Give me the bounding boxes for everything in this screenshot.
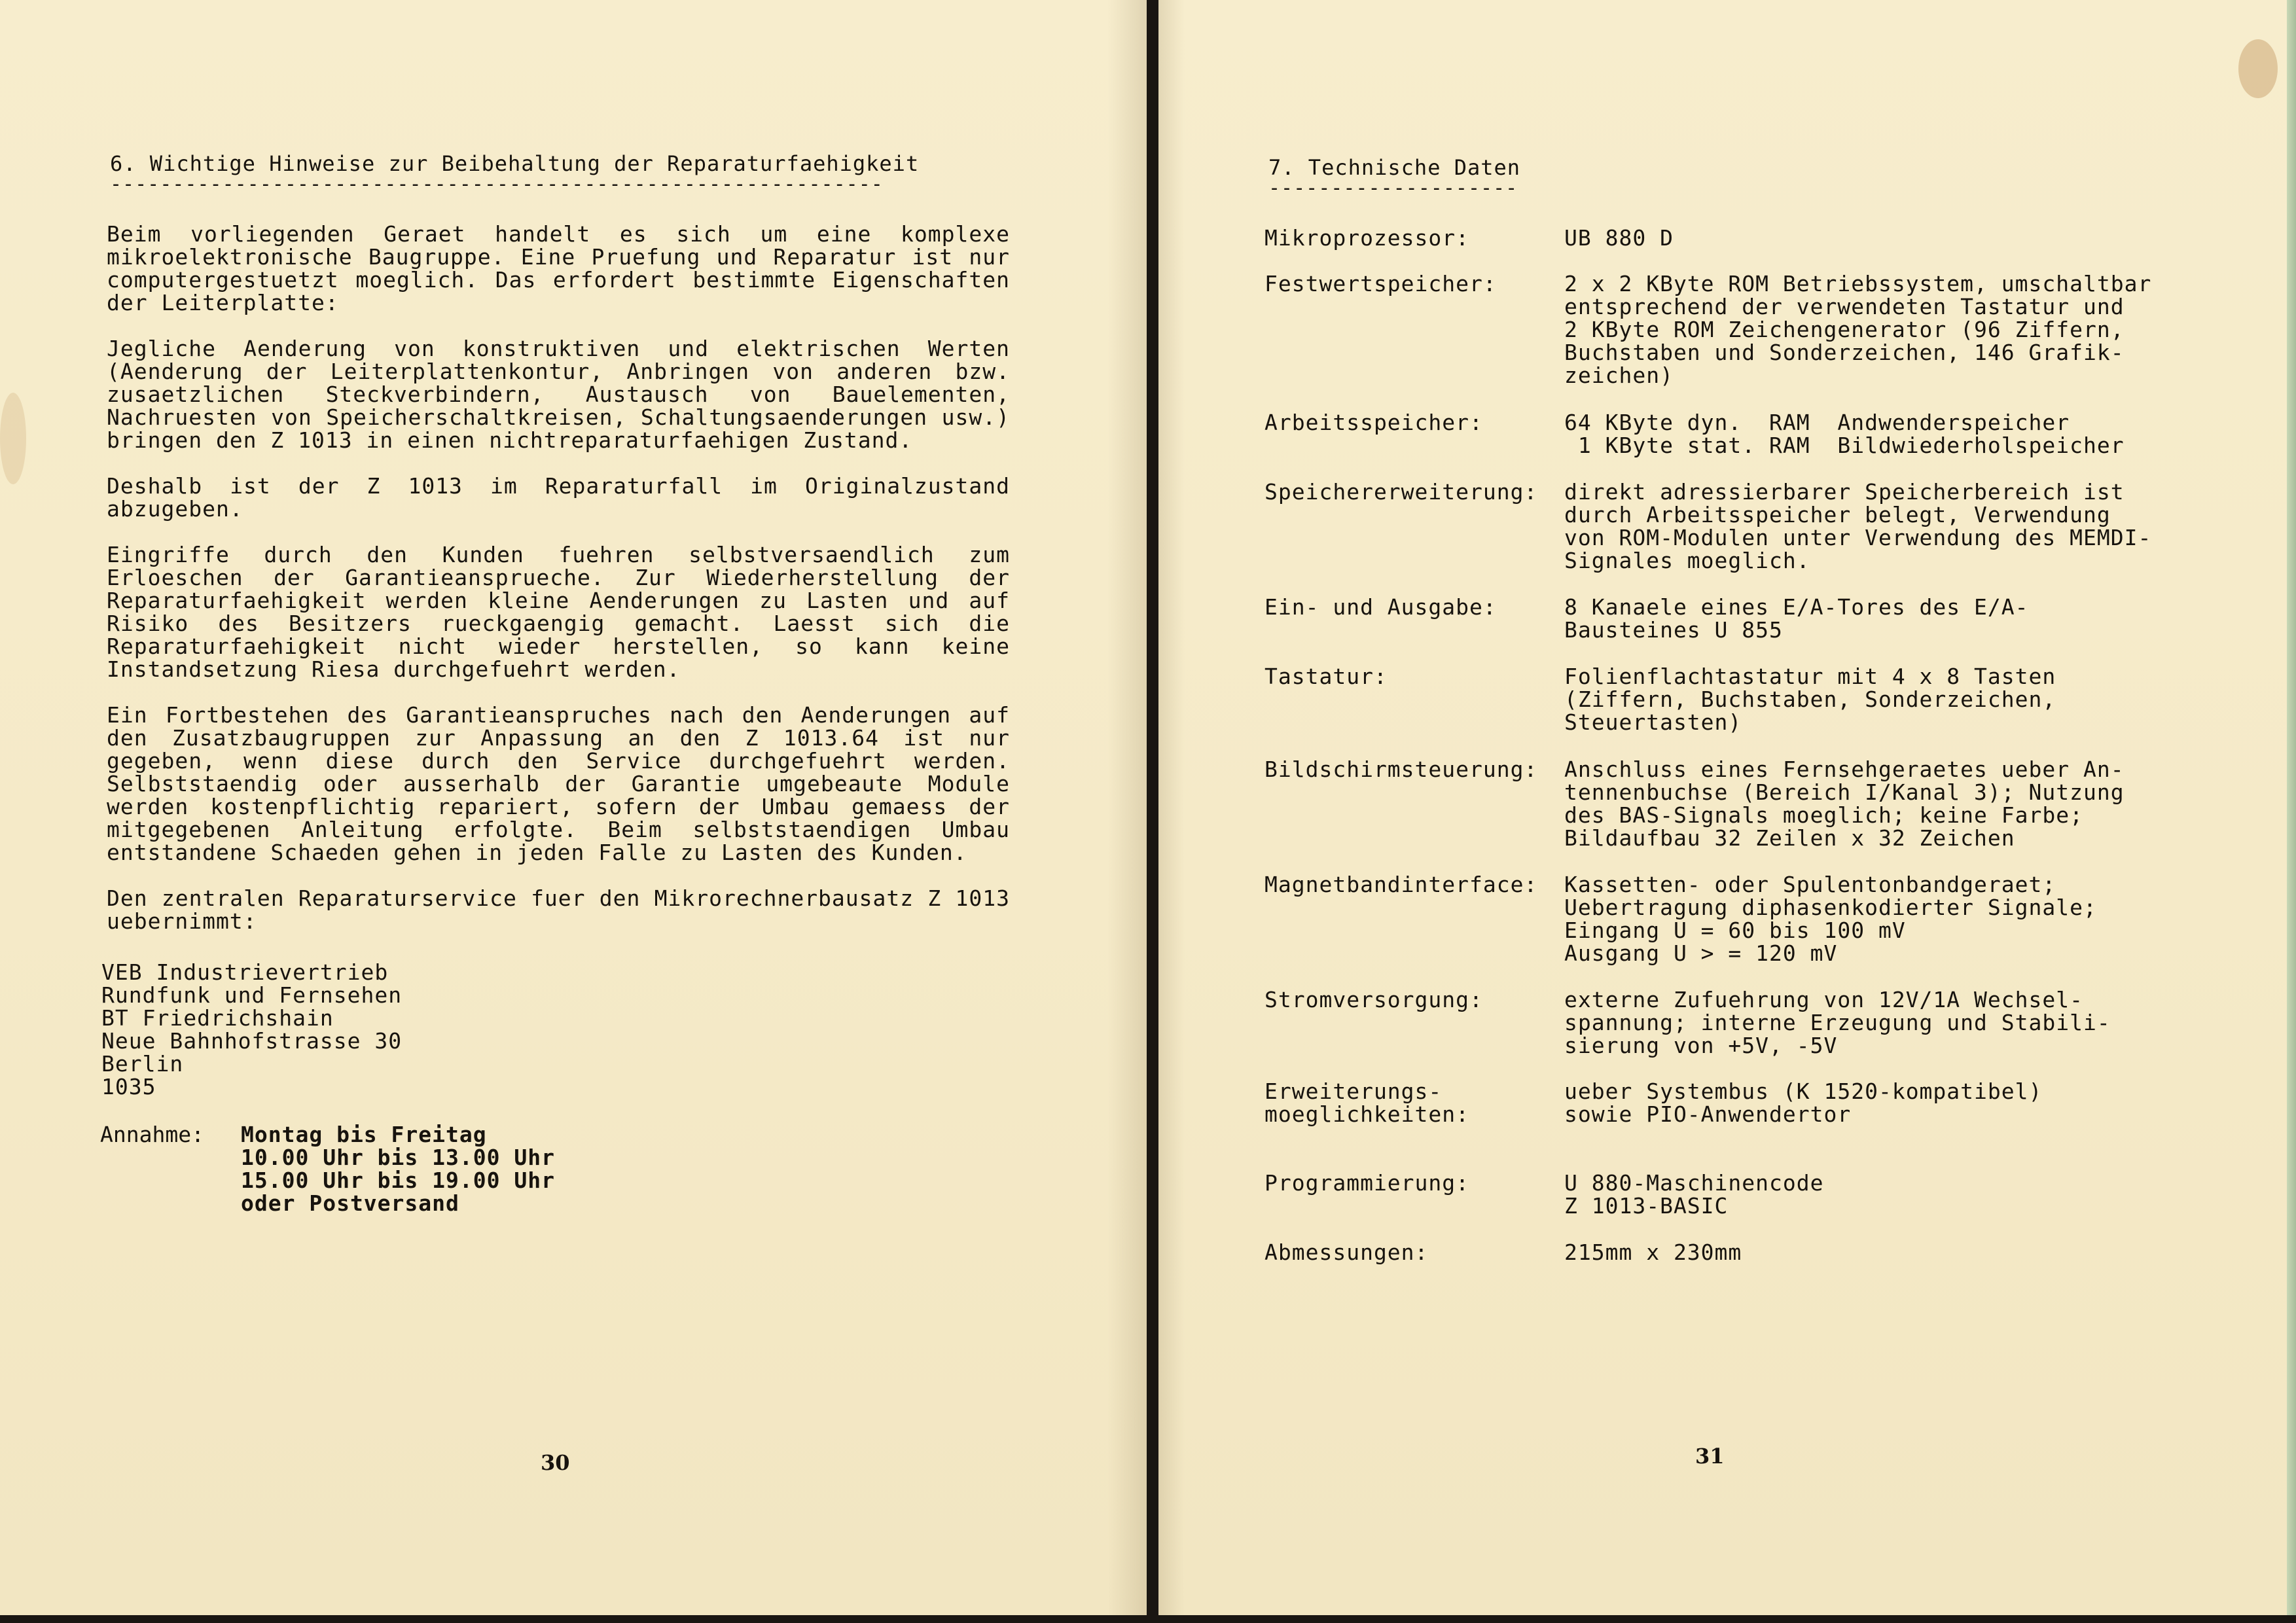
spec-value	[1564, 272, 2166, 387]
address-line: Rundfunk und Fernsehen	[101, 982, 403, 1008]
spec-label: Speichererweiterung:	[1265, 479, 1538, 505]
address-line: Berlin	[101, 1051, 184, 1077]
spec-value-line: durch Arbeitsspeicher belegt, Verwendung	[1564, 502, 2111, 527]
spec-value-line: (Ziffern, Buchstaben, Sonderzeichen,	[1564, 687, 2056, 712]
gutter-shadow	[1158, 0, 1185, 1615]
spec-value	[1564, 596, 2166, 641]
spec-value	[1564, 226, 2166, 249]
spec-label: Festwertspeicher:	[1265, 271, 1497, 296]
spec-value-line: entsprechend der verwendeten Tastatur und	[1564, 294, 2125, 319]
spec-label: Mikroprozessor:	[1265, 225, 1470, 251]
spec-value	[1564, 665, 2166, 734]
paragraph: Ein Fortbestehen des Garantieanspruches nach den Aenderungen auf den Zusatzbaugruppen zur Anpassung an den Z 1013.64 ist nur gegeben, wenn diese durch den Service durchgefuehrt werden. Selbststaendig oder ausserhalb der Garantie umgebeaute Module werden kostenpflichtig repariert, sofern der Umbau gemaess der mitgegebenen Anleitung erfolgte. Beim selbststaendigen Umbau entstandene Schaeden gehen in jeden Falle zu Lasten des Kunden.	[107, 702, 1010, 865]
spec-label: Tastatur:	[1265, 664, 1388, 689]
paper-stain	[2238, 39, 2278, 98]
spec-value-line: ueber Systembus (K 1520-kompatibel)	[1564, 1079, 2043, 1104]
address-line: Neue Bahnhofstrasse 30	[101, 1028, 403, 1054]
spec-value-line: UB 880 D	[1564, 225, 1674, 251]
paragraph: Beim vorliegenden Geraet handelt es sich um eine komplexe mikroelektronische Baugruppe. Eine Pruefung und Reparatur ist nur computergestuetzt moeglich. Das erfordert bestimmte Eigenschaften der Leiterplatte:	[107, 221, 1010, 315]
spec-label: Programmierung:	[1265, 1170, 1470, 1196]
spec-label: Bildschirmsteuerung:	[1265, 757, 1538, 782]
spec-value-line: des BAS-Signals moeglich; keine Farbe;	[1564, 802, 2083, 828]
spec-value-line: 8 Kanaele eines E/A-Tores des E/A-	[1564, 594, 2029, 620]
spec-value-line: Z 1013-BASIC	[1564, 1193, 1729, 1219]
hours-label: Annahme:	[100, 1122, 204, 1147]
paragraph: Deshalb ist der Z 1013 im Reparaturfall im Originalzustand abzugeben.	[107, 473, 1010, 522]
spec-value-line: Signales moeglich.	[1564, 548, 1810, 573]
address-line: VEB Industrievertrieb	[101, 959, 389, 985]
spec-value	[1564, 758, 2166, 849]
section-heading: 7. Technische Daten	[1268, 155, 1521, 180]
spec-label: Magnetbandinterface:	[1265, 872, 1538, 897]
spec-value-line: Steuertasten)	[1564, 709, 1742, 735]
left-page	[0, 0, 1147, 1615]
spec-value-line: spannung; interne Erzeugung und Stabili-	[1564, 1010, 2111, 1035]
spec-value-line: Kassetten- oder Spulentonbandgeraet;	[1564, 872, 2056, 897]
spec-value	[1564, 988, 2166, 1057]
spec-value-line: 2 KByte ROM Zeichengenerator (96 Ziffern,	[1564, 317, 2125, 342]
gutter-shadow	[1107, 0, 1147, 1615]
spec-value-line: Bausteines U 855	[1564, 617, 1783, 643]
spec-value-line: Bildaufbau 32 Zeilen x 32 Zeichen	[1564, 825, 2015, 851]
paragraph: Den zentralen Reparaturservice fuer den Mikrorechnerbausatz Z 1013 uebernimmt:	[107, 885, 1010, 934]
hours-line: oder Postversand	[241, 1190, 459, 1216]
page-edge	[2287, 0, 2296, 1615]
spec-value-line: sowie PIO-Anwendertor	[1564, 1101, 1852, 1127]
spec-label: Abmessungen:	[1265, 1240, 1429, 1265]
spec-value	[1564, 1241, 2166, 1264]
spec-value-line: Eingang U = 60 bis 100 mV	[1564, 918, 1906, 943]
spec-value-line: Uebertragung diphasenkodierter Signale;	[1564, 895, 2097, 920]
spec-value-line: Ausgang U > = 120 mV	[1564, 940, 1838, 966]
spec-value-line: Anschluss eines Fernsehgeraetes ueber An-	[1564, 757, 2125, 782]
section-heading: 6. Wichtige Hinweise zur Beibehaltung der Reparaturfaehigkeit	[110, 151, 920, 176]
address-line: BT Friedrichshain	[101, 1005, 334, 1031]
service-address	[101, 961, 625, 1098]
spec-value-line: zeichen)	[1564, 363, 1674, 388]
spec-value-line: 1 KByte stat. RAM Bildwiederholspeicher	[1564, 433, 2125, 458]
spec-value-line: direkt adressierbarer Speicherbereich ist	[1564, 479, 2125, 505]
page-number: 30	[541, 1450, 570, 1475]
spec-value-line: 215mm x 230mm	[1564, 1240, 1742, 1265]
spec-value-line: Buchstaben und Sonderzeichen, 146 Grafik-	[1564, 340, 2125, 365]
spec-value-line: Folienflachtastatur mit 4 x 8 Tasten	[1564, 664, 2056, 689]
body-text	[107, 223, 1010, 955]
spec-label: Erweiterungs- moeglichkeiten:	[1265, 1079, 1470, 1127]
spec-label: Stromversorgung:	[1265, 987, 1483, 1012]
spec-value-line: U 880-Maschinencode	[1564, 1170, 1824, 1196]
spec-value-line: 2 x 2 KByte ROM Betriebssystem, umschaltbar	[1564, 271, 2152, 296]
spec-value	[1564, 480, 2166, 572]
hours-line: Montag bis Freitag	[241, 1122, 487, 1147]
spec-value-line: sierung von +5V, -5V	[1564, 1033, 1838, 1058]
heading-underline: --------------------------------------------------------------	[110, 178, 884, 191]
spec-value	[1564, 1080, 2166, 1126]
page-number: 31	[1695, 1444, 1725, 1469]
spec-value	[1564, 1171, 2166, 1217]
heading-underline: --------------------	[1268, 182, 1518, 195]
spec-value-line: von ROM-Modulen unter Verwendung des MEMDI-	[1564, 525, 2152, 550]
spec-value	[1564, 873, 2166, 965]
hours-line: 15.00 Uhr bis 19.00 Uhr	[241, 1168, 555, 1193]
paper-stain	[0, 393, 26, 484]
opening-hours	[241, 1123, 699, 1215]
address-line: 1035	[101, 1074, 156, 1099]
spec-value-line: externe Zufuehrung von 12V/1A Wechsel-	[1564, 987, 2083, 1012]
spec-value	[1564, 411, 2166, 457]
spec-value-line: 64 KByte dyn. RAM Andwenderspeicher	[1564, 410, 2070, 435]
spec-label: Arbeitsspeicher:	[1265, 410, 1483, 435]
paragraph: Eingriffe durch den Kunden fuehren selbstversaendlich zum Erloeschen der Garantieansprueche. Zur Wiederherstellung der Reparaturfaehigkeit werden kleine Aenderungen zu Lasten und auf Risiko des Besitzers rueckgaengig gemacht. Laesst sich die Reparaturfaehigkeit nicht wieder herstellen, so kann keine Instandsetzung Riesa durchgefuehrt werden.	[107, 542, 1010, 682]
spec-label: Ein- und Ausgabe:	[1265, 594, 1497, 620]
hours-line: 10.00 Uhr bis 13.00 Uhr	[241, 1145, 555, 1170]
paragraph: Jegliche Aenderung von konstruktiven und elektrischen Werten (Aenderung der Leiterplattenkontur, Anbringen von anderen bzw. zusaetzlichen Steckverbindern, Austausch von Bauelementen, Nachruesten von Speicherschaltkreisen, Schaltungsaenderungen usw.) bringen den Z 1013 in einen nichtreparaturfaehigen Zustand.	[107, 336, 1010, 453]
spec-value-line: tennenbuchse (Bereich I/Kanal 3); Nutzung	[1564, 779, 2125, 805]
